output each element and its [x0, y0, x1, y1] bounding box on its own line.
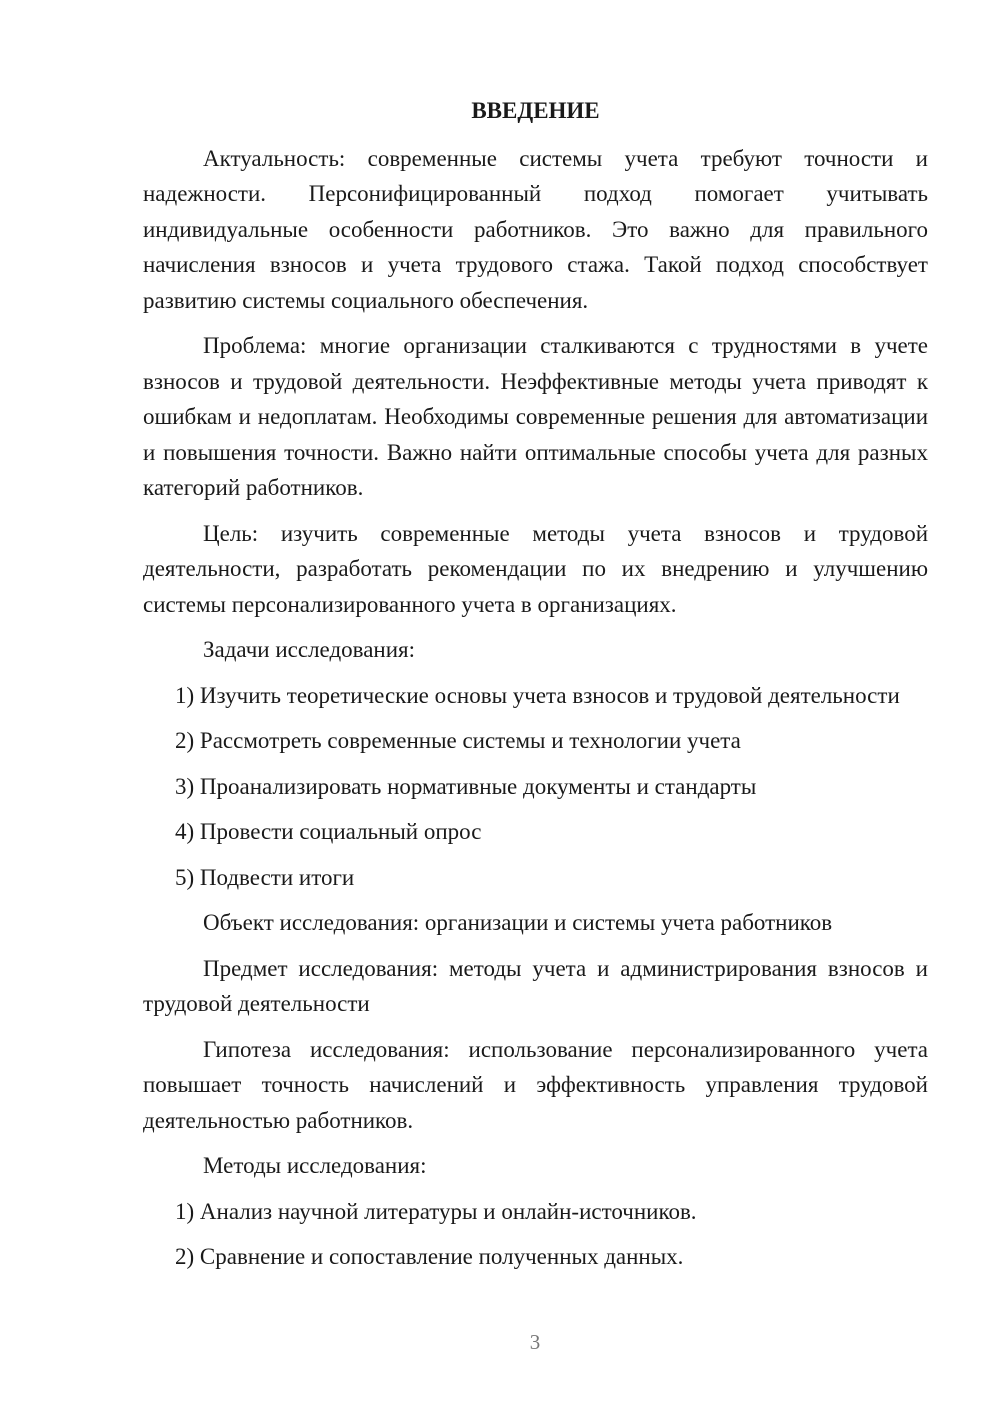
subject-paragraph: Предмет исследования: методы учета и администрирования взносов и трудовой деятельности	[143, 955, 928, 1016]
page-number: 3	[529, 1330, 541, 1354]
section-title: ВВЕДЕНИЕ	[471, 98, 600, 123]
task-item-1: 1) Изучить теоретические основы учета взносов и трудовой деятельности	[175, 682, 900, 708]
goal-paragraph: Цель: изучить современные методы учета взносов и трудовой деятельности, разработать рекомендации по их внедрению и улучшению системы персонализированного учета в организациях.	[143, 520, 928, 617]
method-item-2: 2) Сравнение и сопоставление полученных данных.	[175, 1244, 684, 1269]
method-item-1: 1) Анализ научной литературы и онлайн-источников.	[175, 1198, 697, 1224]
problem-paragraph: Проблема: многие организации сталкиваются с трудностями в учете взносов и трудовой деятельности. Неэффективные методы учета приводят к ошибкам и недоплатам. Необходимы современные решения для автоматизации и повышения точности. Важно найти оптимальные способы учета для разных категорий работников.	[143, 333, 928, 500]
task-item-5: 5) Подвести итоги	[175, 864, 355, 890]
page-content	[143, 93, 928, 1285]
relevance-paragraph: Актуальность: современные системы учета требуют точности и надежности. Персонифицированный подход помогает учитывать индивидуальные особенности работников. Это важно для правильного начисления взносов и учета трудового стажа. Такой подход способствует развитию системы социального обеспечения.	[143, 145, 928, 313]
task-item-3: 3) Проанализировать нормативные документы и стандарты	[175, 773, 757, 799]
tasks-heading: Задачи исследования:	[203, 637, 416, 662]
task-item-4: 4) Провести социальный опрос	[175, 819, 482, 844]
object-paragraph: Объект исследования: организации и системы учета работников	[203, 910, 833, 935]
task-item-2: 2) Рассмотреть современные системы и технологии учета	[175, 728, 741, 753]
methods-heading: Методы исследования:	[203, 1153, 427, 1178]
hypothesis-paragraph: Гипотеза исследования: использование персонализированного учета повышает точность начислений и эффективность управления трудовой деятельностью работников.	[143, 1036, 928, 1133]
